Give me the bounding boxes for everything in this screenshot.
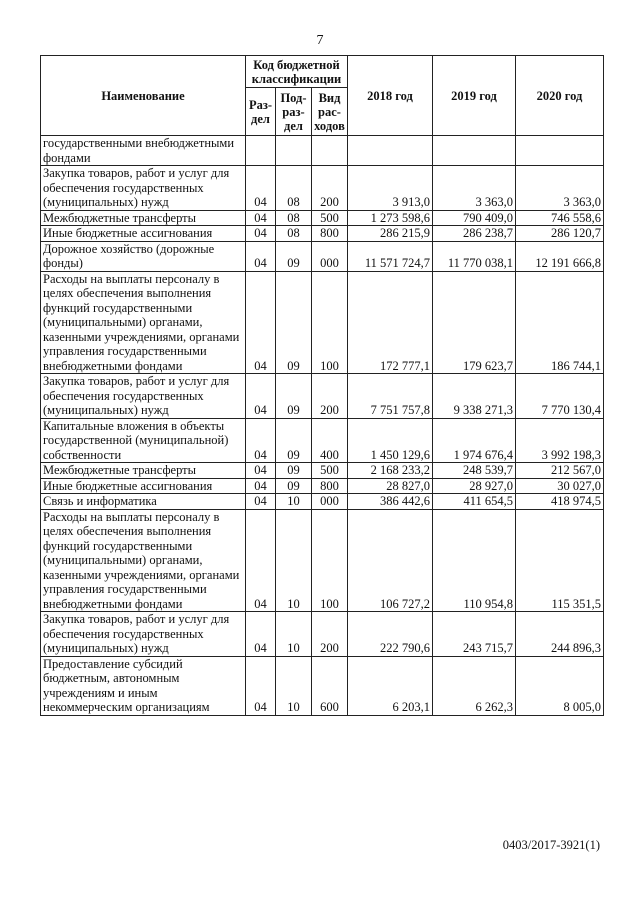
cell-podrazdel: 09 xyxy=(276,374,312,419)
cell-2018: 222 790,6 xyxy=(348,612,433,657)
table-row xyxy=(41,612,604,657)
cell-vid: 000 xyxy=(312,494,348,510)
cell-vid: 100 xyxy=(312,509,348,612)
cell-2018: 28 827,0 xyxy=(348,478,433,494)
cell-2020: 8 005,0 xyxy=(516,656,604,715)
cell-2020: 418 974,5 xyxy=(516,494,604,510)
cell-2018: 106 727,2 xyxy=(348,509,433,612)
cell-razdel: 04 xyxy=(246,612,276,657)
table-body xyxy=(41,136,604,716)
cell-name: Расходы на выплаты персоналу в целях обеспечения выполнения функций государственными (муниципальными) органами, казенными учреждениями, органами управления государственными внебюджетными фондами xyxy=(41,271,246,374)
table-row xyxy=(41,418,604,463)
cell-2019: 11 770 038,1 xyxy=(433,241,516,271)
cell-2020: 286 120,7 xyxy=(516,226,604,242)
cell-podrazdel: 09 xyxy=(276,478,312,494)
cell-name: Межбюджетные трансферты xyxy=(41,210,246,226)
table-row xyxy=(41,509,604,612)
cell-vid: 800 xyxy=(312,478,348,494)
cell-name: Иные бюджетные ассигнования xyxy=(41,226,246,242)
cell-name: государственными внебюджетными фондами xyxy=(41,136,246,166)
cell-2020: 115 351,5 xyxy=(516,509,604,612)
cell-razdel: 04 xyxy=(246,656,276,715)
cell-podrazdel: 10 xyxy=(276,509,312,612)
cell-2019: 286 238,7 xyxy=(433,226,516,242)
cell-razdel: 04 xyxy=(246,271,276,374)
cell-vid: 100 xyxy=(312,271,348,374)
document-code: 0403/2017-3921(1) xyxy=(502,838,600,852)
cell-podrazdel xyxy=(276,136,312,166)
cell-2020: 12 191 666,8 xyxy=(516,241,604,271)
cell-podrazdel: 08 xyxy=(276,210,312,226)
cell-name: Закупка товаров, работ и услуг для обеспечения государственных (муниципальных) нужд xyxy=(41,374,246,419)
cell-2019: 9 338 271,3 xyxy=(433,374,516,419)
cell-2018: 386 442,6 xyxy=(348,494,433,510)
header-2019: 2019 год xyxy=(433,56,516,136)
cell-vid: 200 xyxy=(312,166,348,211)
cell-name: Дорожное хозяйство (дорожные фонды) xyxy=(41,241,246,271)
cell-razdel: 04 xyxy=(246,241,276,271)
cell-2018: 1 450 129,6 xyxy=(348,418,433,463)
cell-razdel xyxy=(246,136,276,166)
cell-2019: 1 974 676,4 xyxy=(433,418,516,463)
cell-vid: 600 xyxy=(312,656,348,715)
cell-vid: 000 xyxy=(312,241,348,271)
header-razdel: Раз- дел xyxy=(246,88,276,136)
cell-2019: 248 539,7 xyxy=(433,463,516,479)
cell-name: Расходы на выплаты персоналу в целях обеспечения выполнения функций государственными (муниципальными) органами, казенными учреждениями, органами управления государственными внебюджетными фондами xyxy=(41,509,246,612)
cell-2018 xyxy=(348,136,433,166)
cell-2018: 3 913,0 xyxy=(348,166,433,211)
cell-podrazdel: 09 xyxy=(276,463,312,479)
cell-vid xyxy=(312,136,348,166)
table-row xyxy=(41,271,604,374)
cell-2020: 212 567,0 xyxy=(516,463,604,479)
cell-2018: 2 168 233,2 xyxy=(348,463,433,479)
cell-name: Иные бюджетные ассигнования xyxy=(41,478,246,494)
table-row xyxy=(41,463,604,479)
cell-razdel: 04 xyxy=(246,478,276,494)
cell-2018: 11 571 724,7 xyxy=(348,241,433,271)
cell-2020: 3 992 198,3 xyxy=(516,418,604,463)
cell-2020: 244 896,3 xyxy=(516,612,604,657)
cell-2019: 179 623,7 xyxy=(433,271,516,374)
cell-2020: 186 744,1 xyxy=(516,271,604,374)
table-row xyxy=(41,241,604,271)
cell-razdel: 04 xyxy=(246,463,276,479)
cell-2019: 6 262,3 xyxy=(433,656,516,715)
cell-2020: 746 558,6 xyxy=(516,210,604,226)
cell-2018: 172 777,1 xyxy=(348,271,433,374)
cell-podrazdel: 09 xyxy=(276,418,312,463)
cell-name: Закупка товаров, работ и услуг для обеспечения государственных (муниципальных) нужд xyxy=(41,612,246,657)
cell-vid: 500 xyxy=(312,463,348,479)
header-code-group: Код бюджетной классификации xyxy=(246,56,348,88)
cell-podrazdel: 10 xyxy=(276,612,312,657)
table-row xyxy=(41,494,604,510)
cell-vid: 200 xyxy=(312,374,348,419)
cell-2019: 243 715,7 xyxy=(433,612,516,657)
cell-podrazdel: 08 xyxy=(276,166,312,211)
page-number: 7 xyxy=(316,33,324,48)
cell-2019: 28 927,0 xyxy=(433,478,516,494)
cell-2019 xyxy=(433,136,516,166)
header-name: Наименование xyxy=(41,56,246,136)
table-row xyxy=(41,136,604,166)
cell-podrazdel: 08 xyxy=(276,226,312,242)
cell-name: Закупка товаров, работ и услуг для обеспечения государственных (муниципальных) нужд xyxy=(41,166,246,211)
cell-vid: 400 xyxy=(312,418,348,463)
cell-2020: 7 770 130,4 xyxy=(516,374,604,419)
cell-2019: 3 363,0 xyxy=(433,166,516,211)
cell-podrazdel: 09 xyxy=(276,241,312,271)
table-row xyxy=(41,374,604,419)
cell-razdel: 04 xyxy=(246,509,276,612)
table-header xyxy=(41,56,604,136)
cell-2019: 411 654,5 xyxy=(433,494,516,510)
cell-vid: 200 xyxy=(312,612,348,657)
cell-razdel: 04 xyxy=(246,226,276,242)
cell-razdel: 04 xyxy=(246,418,276,463)
cell-2020 xyxy=(516,136,604,166)
header-vid: Вид рас- ходов xyxy=(312,88,348,136)
table-row xyxy=(41,210,604,226)
cell-name: Связь и информатика xyxy=(41,494,246,510)
cell-vid: 800 xyxy=(312,226,348,242)
cell-razdel: 04 xyxy=(246,374,276,419)
cell-vid: 500 xyxy=(312,210,348,226)
cell-2020: 30 027,0 xyxy=(516,478,604,494)
header-2018: 2018 год xyxy=(348,56,433,136)
budget-table xyxy=(40,55,604,716)
header-podrazdel: Под- раз- дел xyxy=(276,88,312,136)
cell-podrazdel: 09 xyxy=(276,271,312,374)
cell-2018: 6 203,1 xyxy=(348,656,433,715)
table-row xyxy=(41,226,604,242)
cell-razdel: 04 xyxy=(246,494,276,510)
header-2020: 2020 год xyxy=(516,56,604,136)
cell-name: Предоставление субсидий бюджетным, автономным учреждениям и иным некоммерческим организациям xyxy=(41,656,246,715)
table-row xyxy=(41,166,604,211)
cell-razdel: 04 xyxy=(246,210,276,226)
cell-2018: 286 215,9 xyxy=(348,226,433,242)
cell-2020: 3 363,0 xyxy=(516,166,604,211)
cell-name: Межбюджетные трансферты xyxy=(41,463,246,479)
cell-razdel: 04 xyxy=(246,166,276,211)
cell-name: Капитальные вложения в объекты государственной (муниципальной) собственности xyxy=(41,418,246,463)
cell-podrazdel: 10 xyxy=(276,656,312,715)
cell-podrazdel: 10 xyxy=(276,494,312,510)
table-row xyxy=(41,656,604,715)
table-row xyxy=(41,478,604,494)
cell-2018: 1 273 598,6 xyxy=(348,210,433,226)
cell-2018: 7 751 757,8 xyxy=(348,374,433,419)
cell-2019: 110 954,8 xyxy=(433,509,516,612)
cell-2019: 790 409,0 xyxy=(433,210,516,226)
